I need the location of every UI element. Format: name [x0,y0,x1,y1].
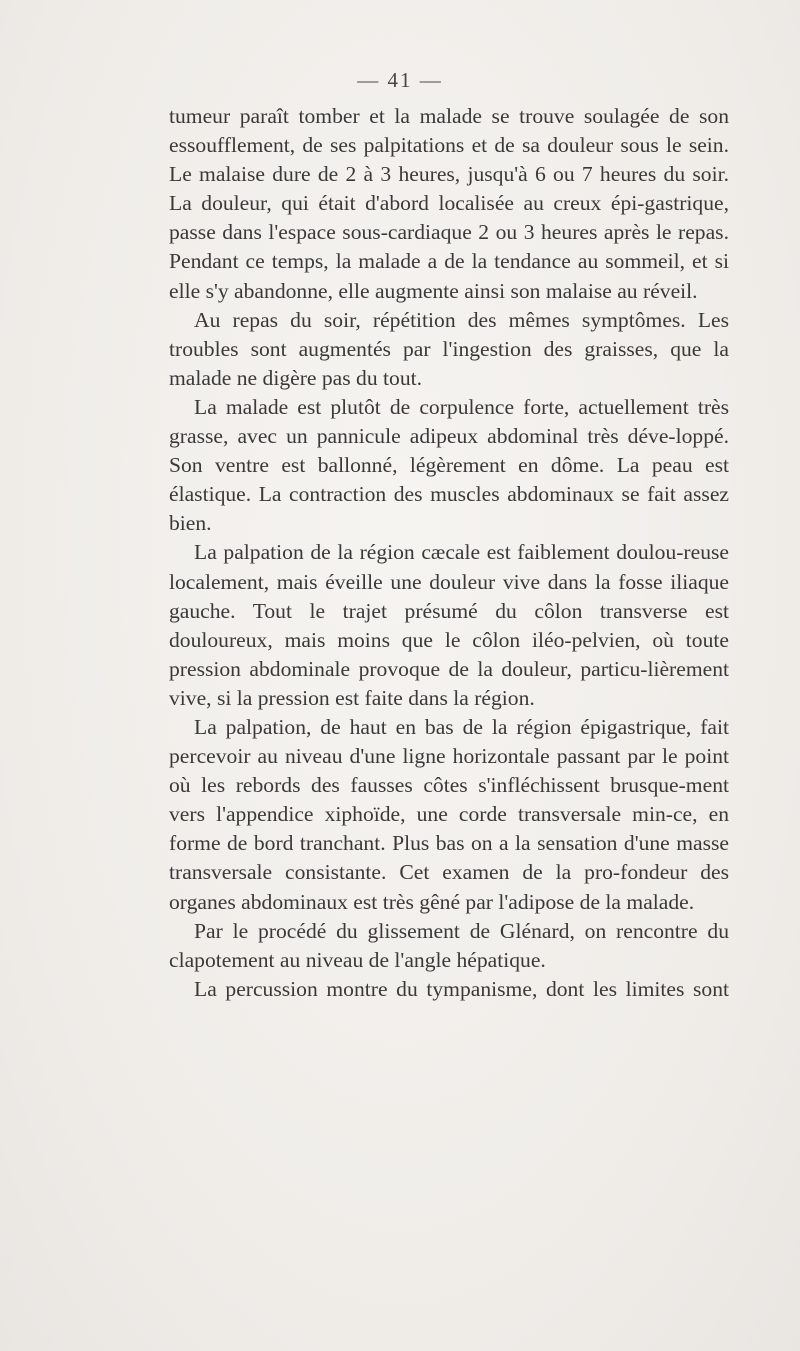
paragraph-7: La percussion montre du tympanisme, dont les limites sont [194,976,729,1001]
paragraph-1: tumeur paraît tomber et la malade se trouve soulagée de son essoufflement, de ses palpitations et de sa douleur sous le sein. Le malaise dure de 2 à 3 heures, jusqu'à 6 ou 7 heures du soir. La douleur, qui était d'abord localisée au creux épi-gastrique, passe dans l'espace sous-cardiaque 2 ou 3 heures après le repas. Pendant ce temps, la malade a de la tendance au sommeil, et si elle s'y abandonne, elle augmente ainsi son malaise au réveil. [169,104,729,303]
paragraph-3: La malade est plutôt de corpulence forte, actuellement très grasse, avec un pannicule adipeux abdominal très déve-loppé. Son ventre est ballonné, légèrement en dôme. La peau est élastique. La contraction des muscles abdominaux se fait assez bien. [169,394,729,536]
page-number: — 41 — [357,68,443,92]
paragraph-4: La palpation de la région cæcale est faiblement doulou-reuse localement, mais éveille une douleur vive dans la fosse iliaque gauche. Tout le trajet présumé du côlon transverse est douloureux, mais moins que le côlon iléo-pelvien, où toute pression abdominale provoque de la douleur, particu-lièrement vive, si la pression est faite dans la région. [169,540,729,710]
paragraph-5: La palpation, de haut en bas de la région épigastrique, fait percevoir au niveau d'une ligne horizontale passant par le point où les rebords des fausses côtes s'infléchissent brusque-ment vers l'appendice xiphoïde, une corde transversale min-ce, en forme de bord tranchant. Plus bas on a la sensation d'une masse transversale consistante. Cet examen de la pro-fondeur des organes abdominaux est très gêné par l'adipose de la malade. [169,714,729,914]
paragraph-2: Au repas du soir, répétition des mêmes symptômes. Les troubles sont augmentés par l'ingestion des graisses, que la malade ne digère pas du tout. [169,307,729,390]
body-text [169,102,729,1004]
paragraph-6: Par le procédé du glissement de Glénard, on rencontre du clapotement au niveau de l'angle hépatique. [169,918,729,972]
